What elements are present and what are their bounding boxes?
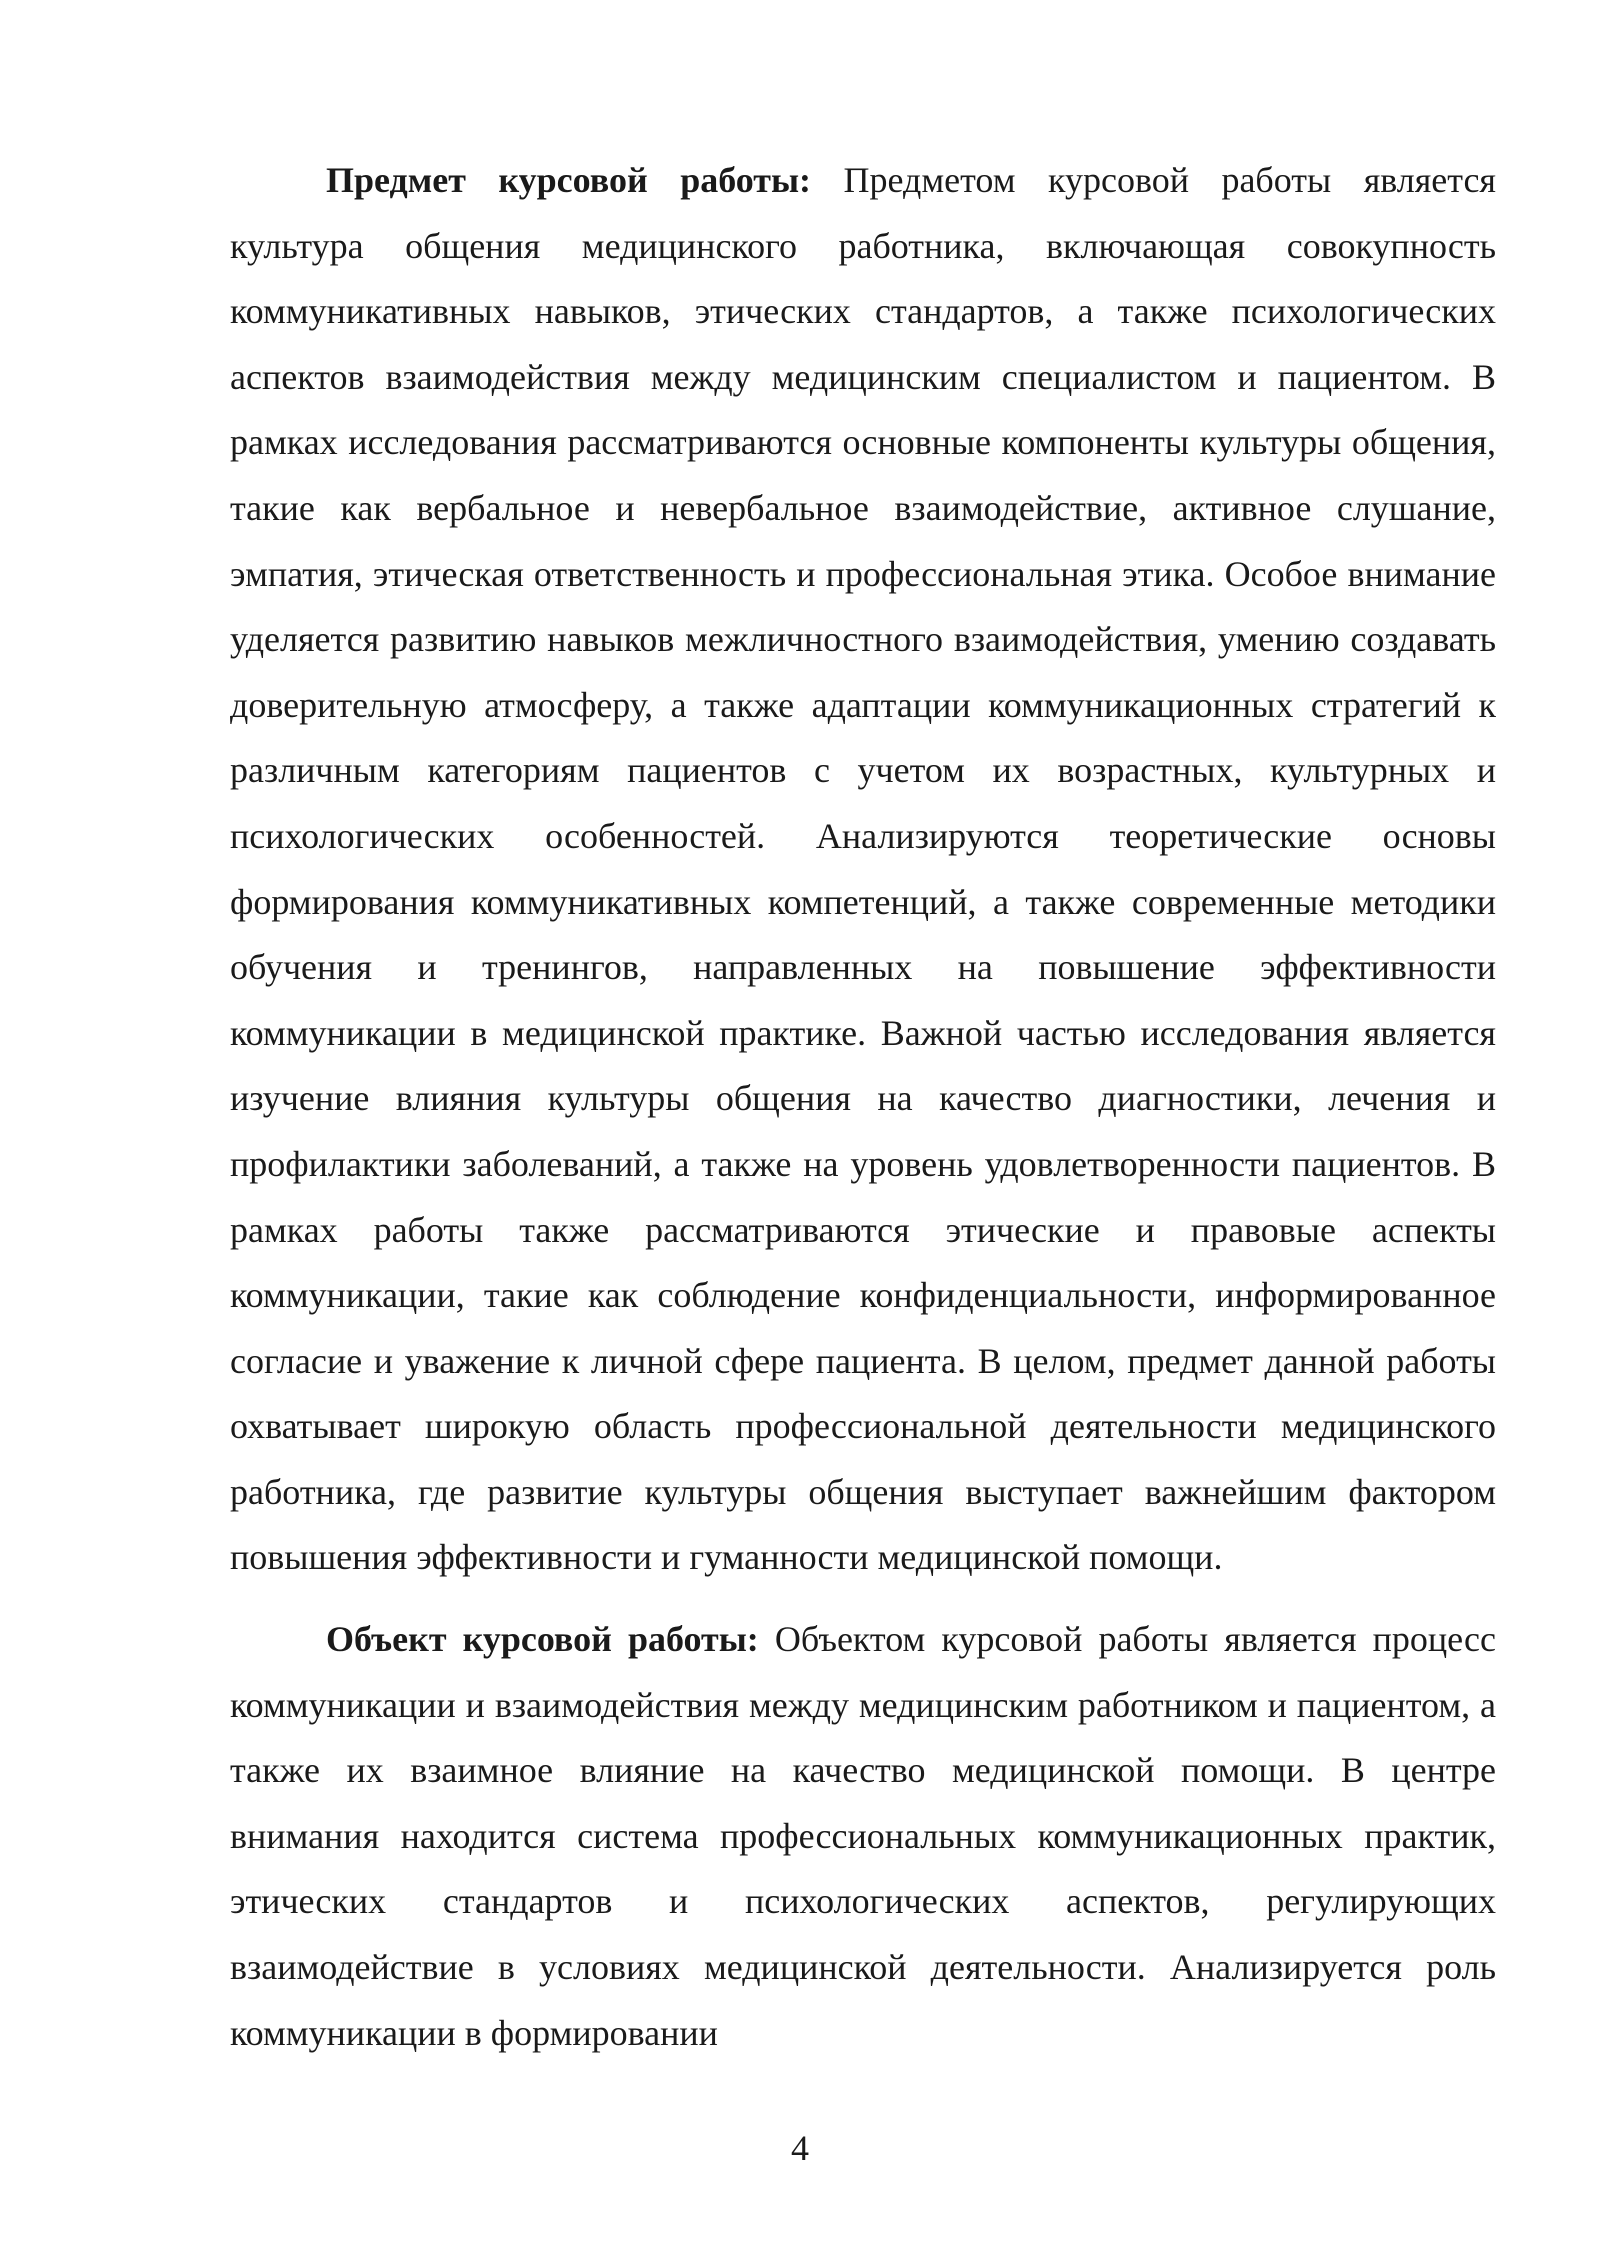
paragraph-subject	[230, 148, 1496, 1591]
paragraph-text-object: Объектом курсовой работы является процесс коммуникации и взаимодействия между медицинским работником и пациентом, а также их взаимное влияние на качество медицинской помощи. В центре внимания находится система профессиональных коммуникационных практик, этических стандартов и психологических аспектов, регулирующих взаимодействие в условиях медицинской деятельности. Анализируется роль коммуникации в формировании	[230, 1619, 1497, 2053]
paragraph-lead-subject: Предмет курсовой работы:	[326, 160, 812, 200]
paragraph-text-subject: Предметом курсовой работы является культура общения медицинского работника, включающая совокупность коммуникативных навыков, этических стандартов, а также психологических аспектов взаимодействия между медицинским специалистом и пациентом. В рамках исследования рассматриваются основные компоненты культуры общения, такие как вербальное и невербальное взаимодействие, активное слушание, эмпатия, этическая ответственность и профессиональная этика. Особое внимание уделяется развитию навыков межличностного взаимодействия, умению создавать доверительную атмосферу, а также адаптации коммуникационных стратегий к различным категориям пациентов с учетом их возрастных, культурных и психологических особенностей. Анализируются теоретические основы формирования коммуникативных компетенций, а также современные методики обучения и тренингов, направленных на повышение эффективности коммуникации в медицинской практике. Важной частью исследования является изучение влияния культуры общения на качество диагностики, лечения и профилактики заболеваний, а также на уровень удовлетворенности пациентов. В рамках работы также рассматриваются этические и правовые аспекты коммуникации, такие как соблюдение конфиденциальности, информированное согласие и уважение к личной сфере пациента. В целом, предмет данной работы охватывает широкую область профессиональной деятельности медицинского работника, где развитие культуры общения выступает важнейшим фактором повышения эффективности и гуманности медицинской помощи.	[230, 160, 1496, 1578]
body-text	[230, 148, 1496, 2066]
page-number: 4	[791, 2128, 809, 2168]
paragraph-lead-object: Объект курсовой работы:	[326, 1619, 759, 1660]
paragraph-object	[230, 1607, 1496, 2066]
